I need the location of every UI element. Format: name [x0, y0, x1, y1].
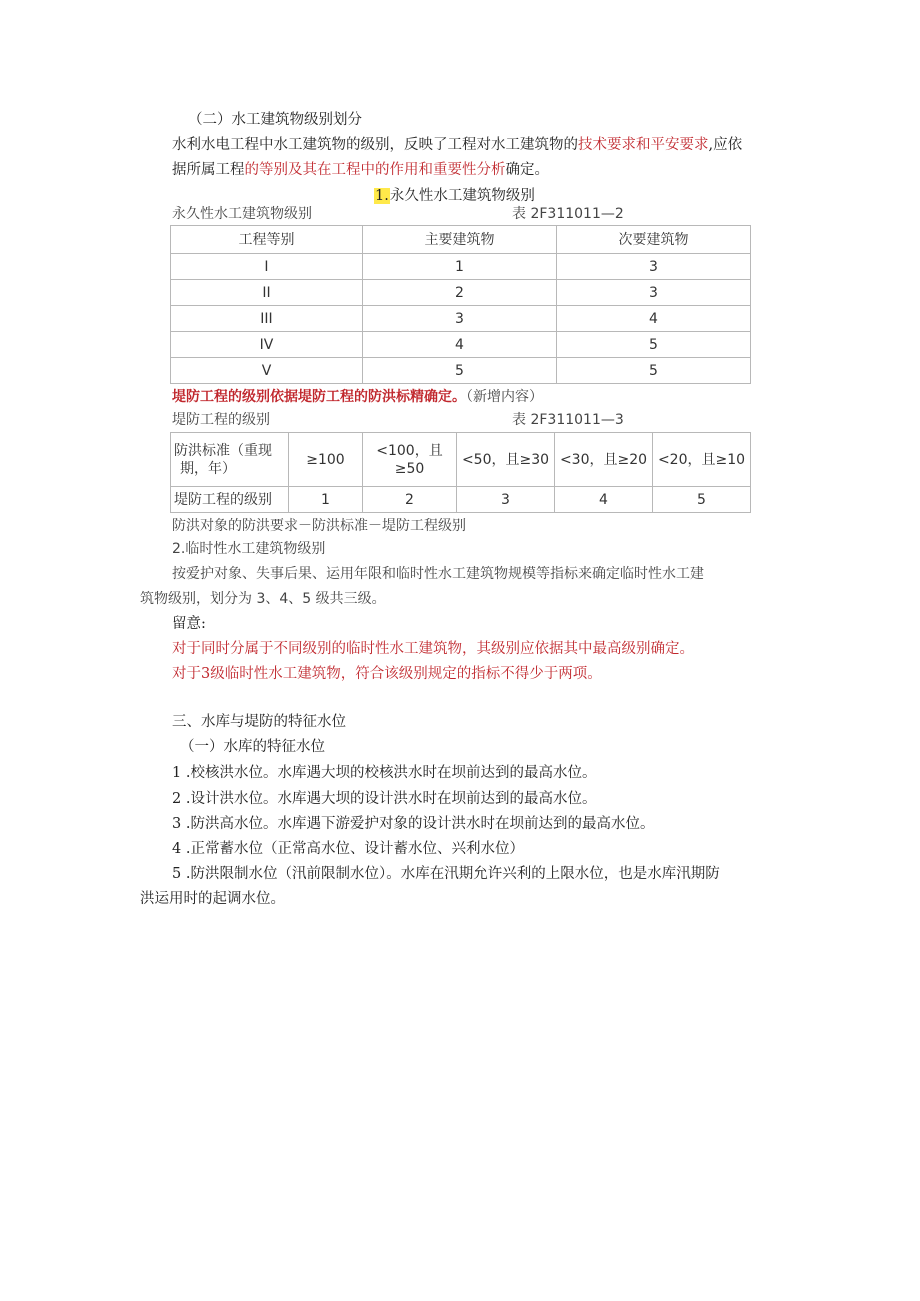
table-cell: 4: [363, 332, 557, 358]
table-cell: 5: [557, 358, 751, 384]
paragraph-line: 按爱护对象、失事后果、运用年限和临时性水工建筑物规模等指标来确定临时性水工建: [172, 566, 704, 582]
levee-level-table: [170, 432, 751, 513]
list-item-continuation: 洪运用时的起调水位。: [140, 891, 285, 907]
subsection-text: 永久性水工建筑物级别: [389, 188, 535, 204]
table-cell: IV: [171, 332, 363, 358]
table-row: [171, 487, 751, 513]
list-item: 5 .防洪限制水位（汛前限制水位）。水库在汛期允许兴利的上限水位，也是水库汛期防: [172, 866, 720, 882]
row-header-line: 期，年）: [180, 460, 236, 477]
para-emphasis: 技术要求和平安要求: [578, 137, 709, 153]
table-cell: 3: [557, 254, 751, 280]
table-cell: <30，且≥20: [555, 433, 653, 487]
table-cell: III: [171, 306, 363, 332]
note-item: 对于同时分属于不同级别的临时性水工建筑物，其级别应依据其中最高级别确定。: [172, 641, 694, 657]
table-header-row: [171, 226, 751, 254]
table-cell: I: [171, 254, 363, 280]
table-cell: 3: [457, 487, 555, 513]
new-content-note: （新增内容）: [466, 389, 543, 405]
list-item: 1 .校核洪水位。水库遇大坝的校核洪水时在坝前达到的最高水位。: [172, 765, 597, 781]
table-cell: 2: [363, 280, 557, 306]
table-cell: 1: [363, 254, 557, 280]
subsection-title: 2.临时性水工建筑物级别: [172, 541, 326, 557]
list-item: 4 .正常蓄水位（正常高水位、设计蓄水位、兴利水位）: [172, 841, 524, 857]
table-header: 次要建筑物: [557, 226, 751, 254]
table-cell: 3: [363, 306, 557, 332]
paragraph-line: [172, 135, 742, 155]
table-row: [171, 332, 751, 358]
levee-statement: [172, 387, 543, 407]
note-label: 留意:: [172, 616, 206, 632]
table-cell: 1: [289, 487, 363, 513]
cell-line: <100，且: [376, 442, 443, 459]
table-row: [171, 358, 751, 384]
highlighted-number: 1.: [375, 188, 389, 204]
table-cell: <50，且≥30: [457, 433, 555, 487]
table-cell: 5: [557, 332, 751, 358]
table-row: [171, 306, 751, 332]
table-cell: <20，且≥10: [653, 433, 751, 487]
para-text: ,应依: [708, 137, 743, 153]
relation-line: 防洪对象的防洪要求－防洪标准－堤防工程级别: [172, 518, 466, 534]
paragraph-line: 筑物级别，划分为 3、4、5 级共三级。: [140, 591, 386, 607]
table-cell: V: [171, 358, 363, 384]
note-item: 对于3级临时性水工建筑物，符合该级别规定的指标不得少于两项。: [172, 666, 602, 682]
table-cell: II: [171, 280, 363, 306]
list-item: 2 .设计洪水位。水库遇大坝的设计洪水时在坝前达到的最高水位。: [172, 791, 597, 807]
para-text: 水利水电工程中水工建筑物的级别，反映了工程对水工建筑物的: [172, 137, 578, 153]
table-header: 工程等别: [171, 226, 363, 254]
table-cell: ≥100: [289, 433, 363, 487]
table-row: [171, 254, 751, 280]
table1-caption-right: 表 2F311011—2: [512, 206, 624, 222]
table-row-header: 堤防工程的级别: [171, 487, 289, 513]
subsection-heading: （一）水库的特征水位: [180, 739, 325, 755]
table2-caption-left: 堤防工程的级别: [172, 412, 270, 428]
list-item: 3 .防洪高水位。水库遇下游爱护对象的设计洪水时在坝前达到的最高水位。: [172, 816, 655, 832]
table-row: [171, 280, 751, 306]
table-row-header: [171, 433, 289, 487]
paragraph-line: [172, 160, 549, 180]
permanent-building-table: [170, 225, 751, 384]
subsection-title: [374, 186, 535, 206]
table-cell: 5: [363, 358, 557, 384]
levee-statement-bold: 堤防工程的级别依据堤防工程的防洪标精确定。: [172, 389, 466, 405]
table1-caption-left: 永久性水工建筑物级别: [172, 206, 312, 222]
row-header-line: 防洪标准（重现: [174, 442, 272, 459]
table-cell: 4: [557, 306, 751, 332]
section-heading: （二）水工建筑物级别划分: [188, 112, 362, 128]
para-text: 确定。: [505, 162, 549, 178]
table-cell: 2: [363, 487, 457, 513]
para-emphasis: 的等别及其在工程中的作用和重要性分析: [244, 162, 506, 178]
table-cell: 3: [557, 280, 751, 306]
table-cell: 5: [653, 487, 751, 513]
section-heading: 三、水库与堤防的特征水位: [172, 714, 346, 730]
table-row: [171, 433, 751, 487]
table-header: 主要建筑物: [363, 226, 557, 254]
table-cell: [363, 433, 457, 487]
para-text: 据所属工程: [172, 162, 245, 178]
table2-caption-right: 表 2F311011—3: [512, 412, 624, 428]
cell-line: ≥50: [394, 460, 425, 477]
table-cell: 4: [555, 487, 653, 513]
